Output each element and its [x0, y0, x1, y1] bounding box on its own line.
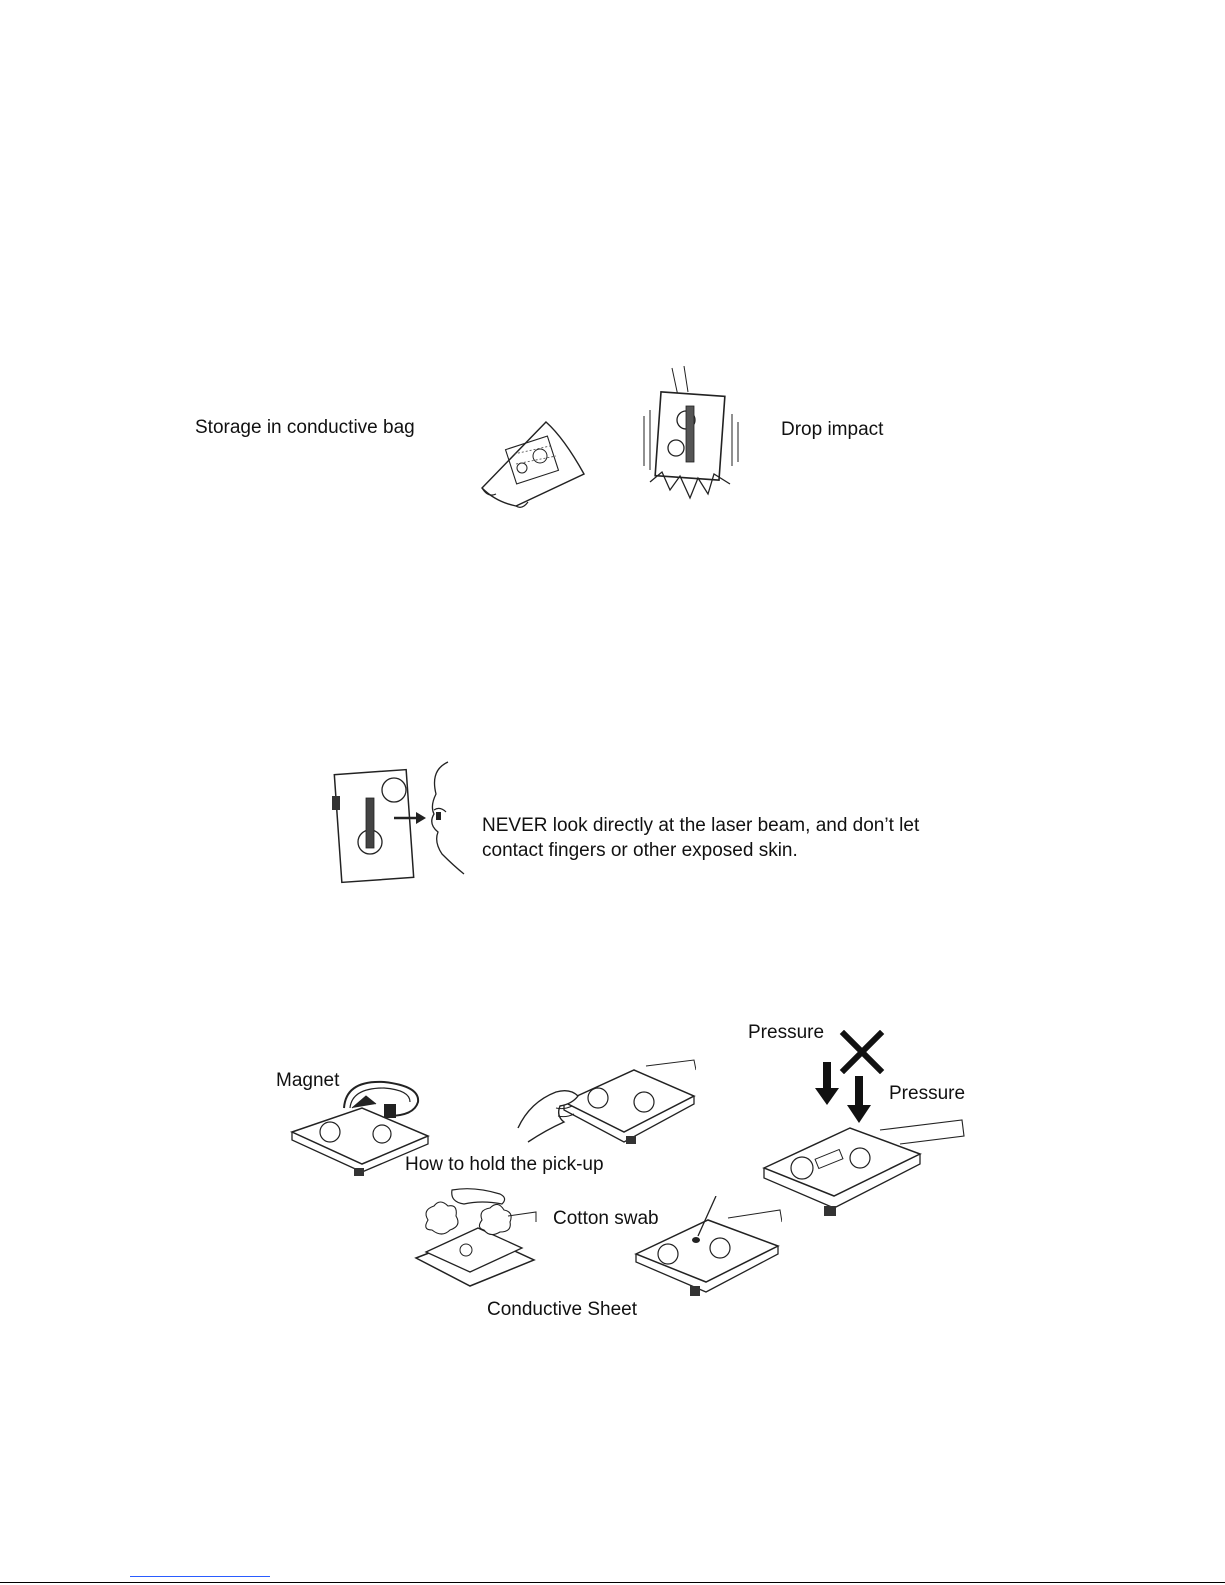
- hold-pickup-label: How to hold the pick-up: [405, 1154, 604, 1175]
- pressure-top-label: Pressure: [748, 1022, 825, 1043]
- conductive-sheet-label: Conductive Sheet: [487, 1299, 637, 1320]
- laser-warning-line-2: contact fingers or other exposed skin.: [482, 840, 798, 861]
- arrow-down-left-icon: [814, 1062, 840, 1106]
- cotton-swab-pickup-illustration: [632, 1196, 782, 1311]
- hold-pickup-illustration: [516, 1052, 696, 1152]
- laser-eye-illustration: [330, 758, 470, 888]
- laser-warning-text: [482, 813, 919, 863]
- footer-divider: [0, 1582, 1225, 1583]
- cotton-swab-label: Cotton swab: [553, 1208, 659, 1229]
- pressure-pickup-illustration: [760, 1114, 965, 1229]
- drop-impact-illustration: [640, 366, 750, 501]
- footer-link-underline[interactable]: [130, 1576, 270, 1577]
- cross-mark-icon: [838, 1030, 886, 1074]
- magnet-label: Magnet: [276, 1070, 340, 1091]
- pressure-right-label: Pressure: [889, 1083, 966, 1104]
- laser-warning-line-1: NEVER look directly at the laser beam, and don’t let: [482, 815, 920, 836]
- conductive-bag-illustration: [476, 398, 591, 513]
- storage-label: Storage in conductive bag: [195, 417, 415, 438]
- conductive-sheet-illustration: [412, 1186, 537, 1291]
- drop-impact-label: Drop impact: [781, 419, 884, 440]
